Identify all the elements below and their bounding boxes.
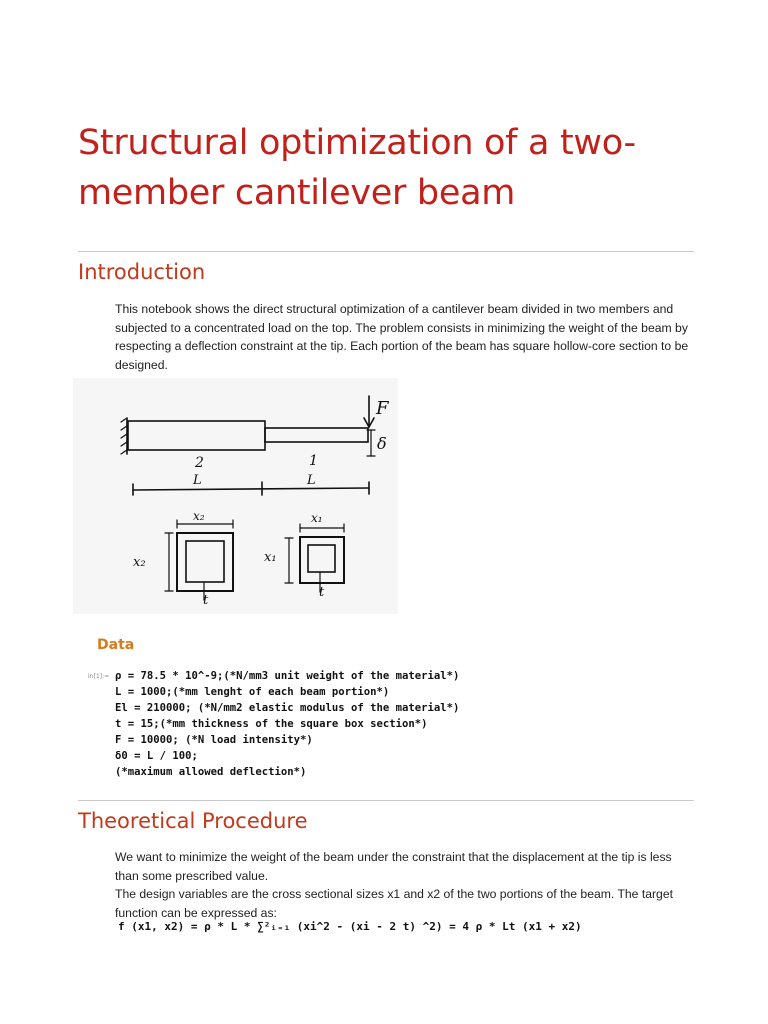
subsection-heading-data: Data — [97, 637, 135, 653]
section-1-width-label: x₁ — [311, 511, 323, 525]
section-1-outer — [300, 537, 344, 583]
section-1-thickness-label: t — [319, 585, 325, 600]
code-line[interactable]: (*maximum allowed deflection*) — [115, 766, 307, 778]
length-dimension-line — [133, 488, 369, 490]
length-label-left: L — [193, 473, 202, 488]
section-divider — [78, 800, 694, 801]
section-1-height-label: x₁ — [264, 550, 277, 565]
data-code-cell[interactable] — [115, 668, 459, 780]
target-function-formula: f (x1, x2) = ρ * L * ∑²ᵢ₌₁ (xi^2 - (xi - 2 t) ^2) = 4 ρ * Lt (x1 + x2) — [118, 920, 582, 933]
theoretical-text-1: We want to minimize the weight of the beam under the constraint that the displacement at the tip is less than some prescribed value. — [115, 850, 672, 883]
wall-hatch — [121, 418, 127, 454]
member-2-beam — [128, 421, 265, 450]
member-1-beam — [265, 428, 368, 442]
section-2-width-label: x₂ — [193, 509, 205, 523]
theoretical-text-2: The design variables are the cross sectional sizes x1 and x2 of the two portions of the beam. The target function can be expressed as: — [115, 887, 674, 920]
input-cell-label: In[1]:= — [88, 673, 110, 680]
code-line[interactable]: F = 10000; (*N load intensity*) — [115, 734, 313, 746]
member-2-label: 2 — [195, 455, 204, 471]
section-heading-introduction: Introduction — [78, 260, 206, 284]
introduction-text: This notebook shows the direct structural optimization of a cantilever beam divided in two members and subjected to a concentrated load on the top. The problem consists in minimizing the weight of the beam by respecting a deflection constraint at the tip. Each portion of the beam has square hollow-core section to be designed. — [115, 302, 689, 372]
page-title: Structural optimization of a two-member cantilever beam — [78, 123, 636, 213]
code-line[interactable]: L = 1000;(*mm lenght of each beam portion*) — [115, 686, 390, 698]
section-divider — [78, 251, 694, 252]
code-line[interactable]: ρ = 78.5 * 10^-9;(*N/mm3 unit weight of the material*) — [115, 670, 460, 682]
code-line[interactable]: δ0 = L / 100; — [115, 750, 198, 762]
introduction-paragraph — [115, 300, 695, 374]
section-2-height-label: x₂ — [133, 555, 146, 570]
section-1-inner — [308, 545, 335, 572]
deflection-label: δ — [377, 434, 387, 453]
load-label: F — [376, 398, 389, 419]
beam-sketch-figure — [73, 378, 398, 614]
section-2-inner — [186, 541, 224, 582]
length-label-right: L — [307, 473, 316, 488]
code-line[interactable]: El = 210000; (*N/mm2 elastic modulus of the material*) — [115, 702, 460, 714]
theoretical-paragraph — [115, 848, 695, 922]
section-heading-theoretical-procedure: Theoretical Procedure — [78, 809, 308, 833]
member-1-label: 1 — [309, 453, 318, 469]
code-line[interactable]: t = 15;(*mm thickness of the square box section*) — [115, 718, 428, 730]
beam-sketch — [73, 378, 398, 614]
section-2-thickness-label: t — [203, 593, 209, 608]
